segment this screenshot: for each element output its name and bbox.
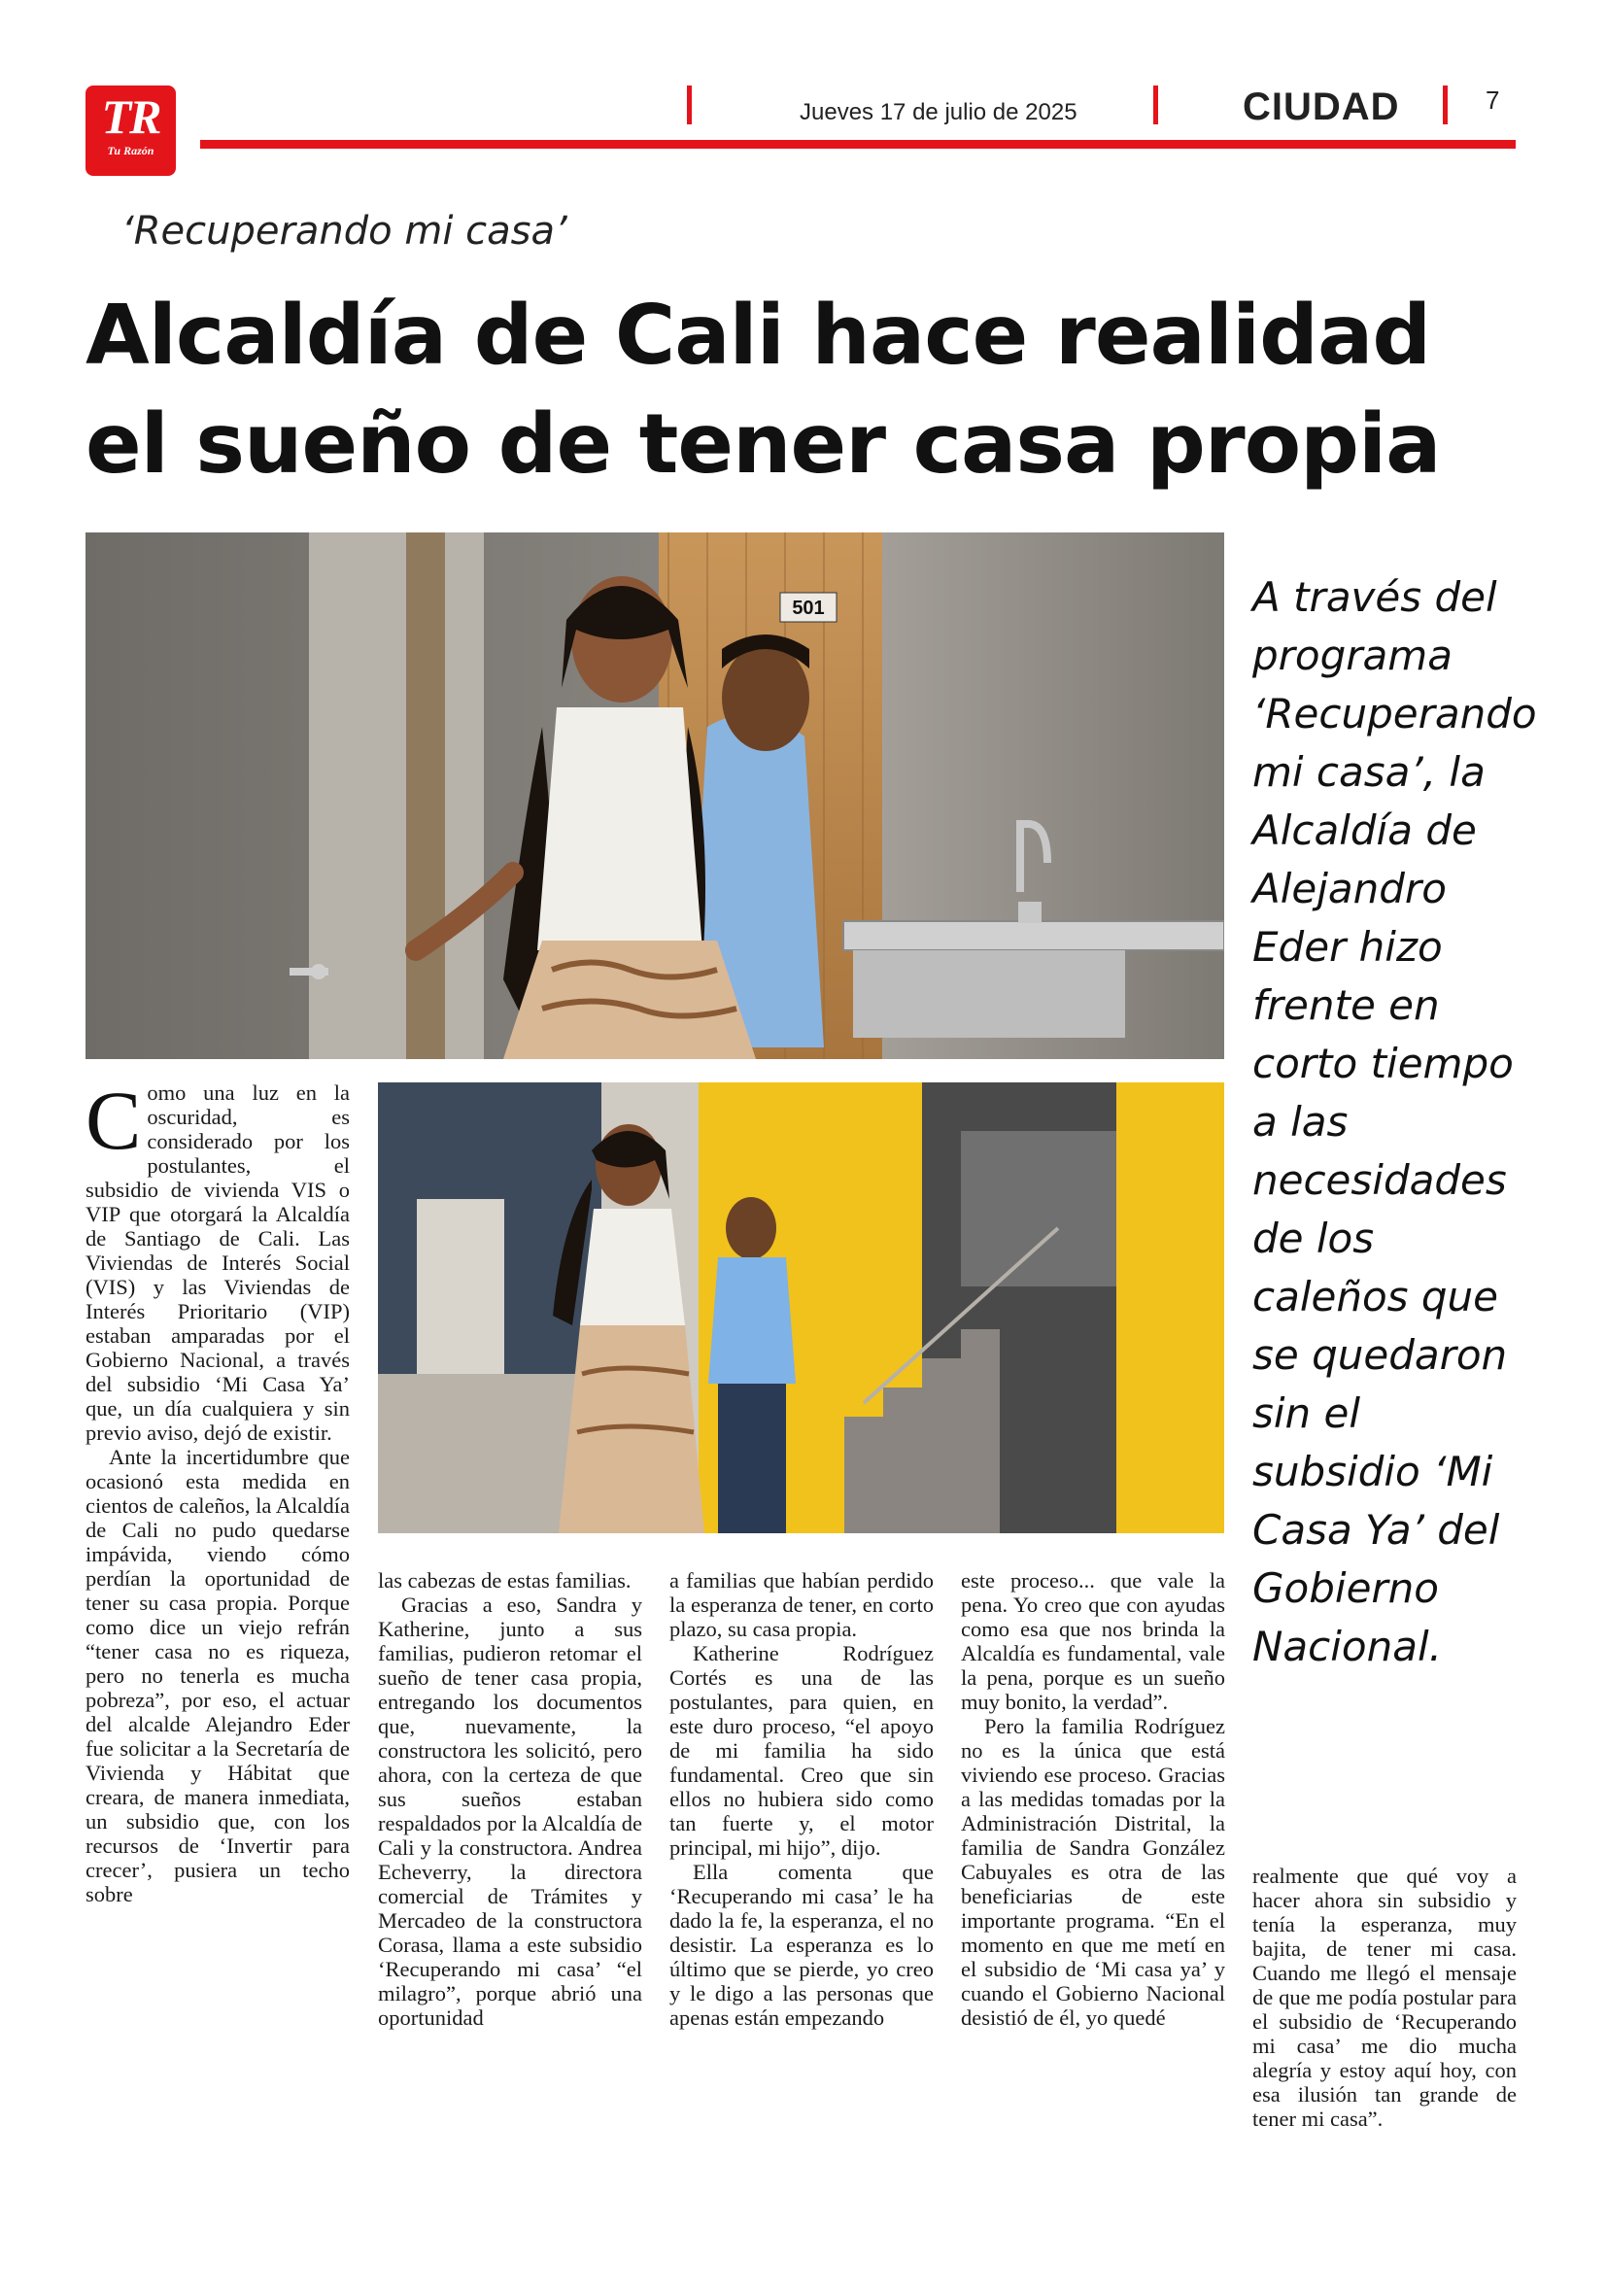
paragraph: Gracias a eso, Sandra y Katherine, junto a sus familias, pudieron retomar el sueño de tener casa propia, entregando los documentos que, nuevamente, la constructora les solicitó, pero ahora, con la certeza de que sus sueños estaban respaldados por la Alcaldía de Cali y la constructora. Andrea Echeverry, la directora comercial de Trámites y Mercadeo de la constructora Corasa, llama a este subsidio ‘Recuperando mi casa’ “el milagro”, porque abrió una oportunidad bbox=[378, 1593, 642, 2030]
section-name: CIUDAD bbox=[1243, 86, 1400, 128]
paragraph: Katherine Rodríguez Cortés es una de las postulantes, para quien, en este duro proceso, “el apoyo de mi familia ha sido fundamental. Creo que sin ellos no hubiera sido como tan fuerte y, el motor principal, mi hijo”, dijo. bbox=[669, 1641, 934, 1860]
photo-mother-son-doorway bbox=[85, 532, 1224, 1059]
paragraph: realmente que qué voy a hacer ahora sin subsidio y tenía la esperanza, muy bajita, de tener mi casa. Cuando me llegó el mensaje de que me podía postular para el subsidio de ‘Recuperando mi casa’ me dio mucha alegría y estoy aquí hoy, con esa ilusión tan grande de tener mi casa”. bbox=[1252, 1864, 1517, 2131]
header-divider bbox=[687, 86, 692, 124]
logo bbox=[85, 86, 176, 176]
body-column-2 bbox=[378, 1568, 642, 2030]
paragraph: Ante la incertidumbre que ocasionó esta medida en cientos de caleños, la Alcaldía de Cali no pudo quedarse impávida, viendo cómo perdían la oportunidad de tener su casa propia. Porque como dice un viejo refrán “tener casa no es riqueza, pero no tenerla es mucha pobreza”, por eso, el actuar del alcalde Alejandro Eder fue solicitar a la Secretaría de Vivienda y Hábitat que creara, de manera inmediata, un subsidio que, con los recursos de ‘Invertir para crecer’, pusiera un techo sobre bbox=[85, 1445, 350, 1906]
door-number: 501 bbox=[792, 598, 825, 619]
page-number: 7 bbox=[1486, 86, 1500, 115]
header-rule bbox=[200, 140, 1516, 149]
body-column-3 bbox=[669, 1568, 934, 2030]
article-headline bbox=[85, 282, 1523, 499]
photo-illustration bbox=[85, 532, 1224, 1059]
headline-line: Alcaldía de Cali hace realidad bbox=[85, 288, 1431, 384]
body-column-5 bbox=[1252, 1864, 1517, 2131]
paragraph-text: omo una luz en la oscuridad, es considerado por los postulantes, el subsidio de vivienda VIS o VIP que otorgará la Alcaldía de Santiago de Cali. Las Viviendas de Interés Social (VIS) y las Viviendas de Interés Prioritario (VIP) estaban amparadas por el Gobierno Nacional, a través del subsidio ‘Mi Casa Ya’ que, un día cualquiera y sin previo aviso, dejó de existir. bbox=[85, 1080, 350, 1445]
paragraph bbox=[85, 1074, 350, 1445]
issue-date: Jueves 17 de julio de 2025 bbox=[800, 99, 1077, 125]
header-divider bbox=[1153, 86, 1158, 124]
photo-family-building-stairs bbox=[378, 1082, 1224, 1533]
body-column-4 bbox=[961, 1568, 1225, 2030]
drop-cap: C bbox=[85, 1074, 142, 1167]
paragraph: Pero la familia Rodríguez no es la única que está viviendo ese proceso. Gracias a las medidas tomadas por la Administración Distrital, la familia de Sandra González Cabuyales es otra de las beneficiarias de este importante programa. “En el momento en que me metí en el subsidio de ‘Mi casa ya’ y cuando el Gobierno Nacional desistió de él, yo quedé bbox=[961, 1714, 1225, 2030]
photo-illustration bbox=[378, 1082, 1224, 1533]
body-column-1 bbox=[85, 1074, 350, 1906]
logo-text: TR bbox=[101, 89, 160, 144]
paragraph: las cabezas de estas familias. bbox=[378, 1568, 632, 1593]
logo-subtext: Tu Razón bbox=[107, 144, 154, 157]
headline-line: el sueño de tener casa propia bbox=[85, 396, 1441, 493]
paragraph: este proceso... que vale la pena. Yo creo que con ayudas como esa que nos brinda la Alcaldía es fundamental, vale la pena, porque es un sueño muy bonito, la verdad”. bbox=[961, 1568, 1225, 1714]
header-divider bbox=[1443, 86, 1448, 124]
pull-quote: A través del programa ‘Recuperando mi casa’, la Alcaldía de Alejandro Eder hizo frente en corto tiempo a las necesidades de los caleños que se quedaron sin el subsidio ‘Mi Casa Ya’ del Gobierno Nacional. bbox=[1252, 573, 1537, 1670]
paragraph: Ella comenta que ‘Recuperando mi casa’ le ha dado la fe, la esperanza, el no desistir. La esperanza es lo último que se pierde, yo creo y le digo a las personas que apenas están empezando bbox=[669, 1860, 934, 2030]
paragraph: a familias que habían perdido la esperanza de tener, en corto plazo, su casa propia. bbox=[669, 1568, 934, 1641]
article-kicker: ‘Recuperando mi casa’ bbox=[121, 209, 567, 254]
